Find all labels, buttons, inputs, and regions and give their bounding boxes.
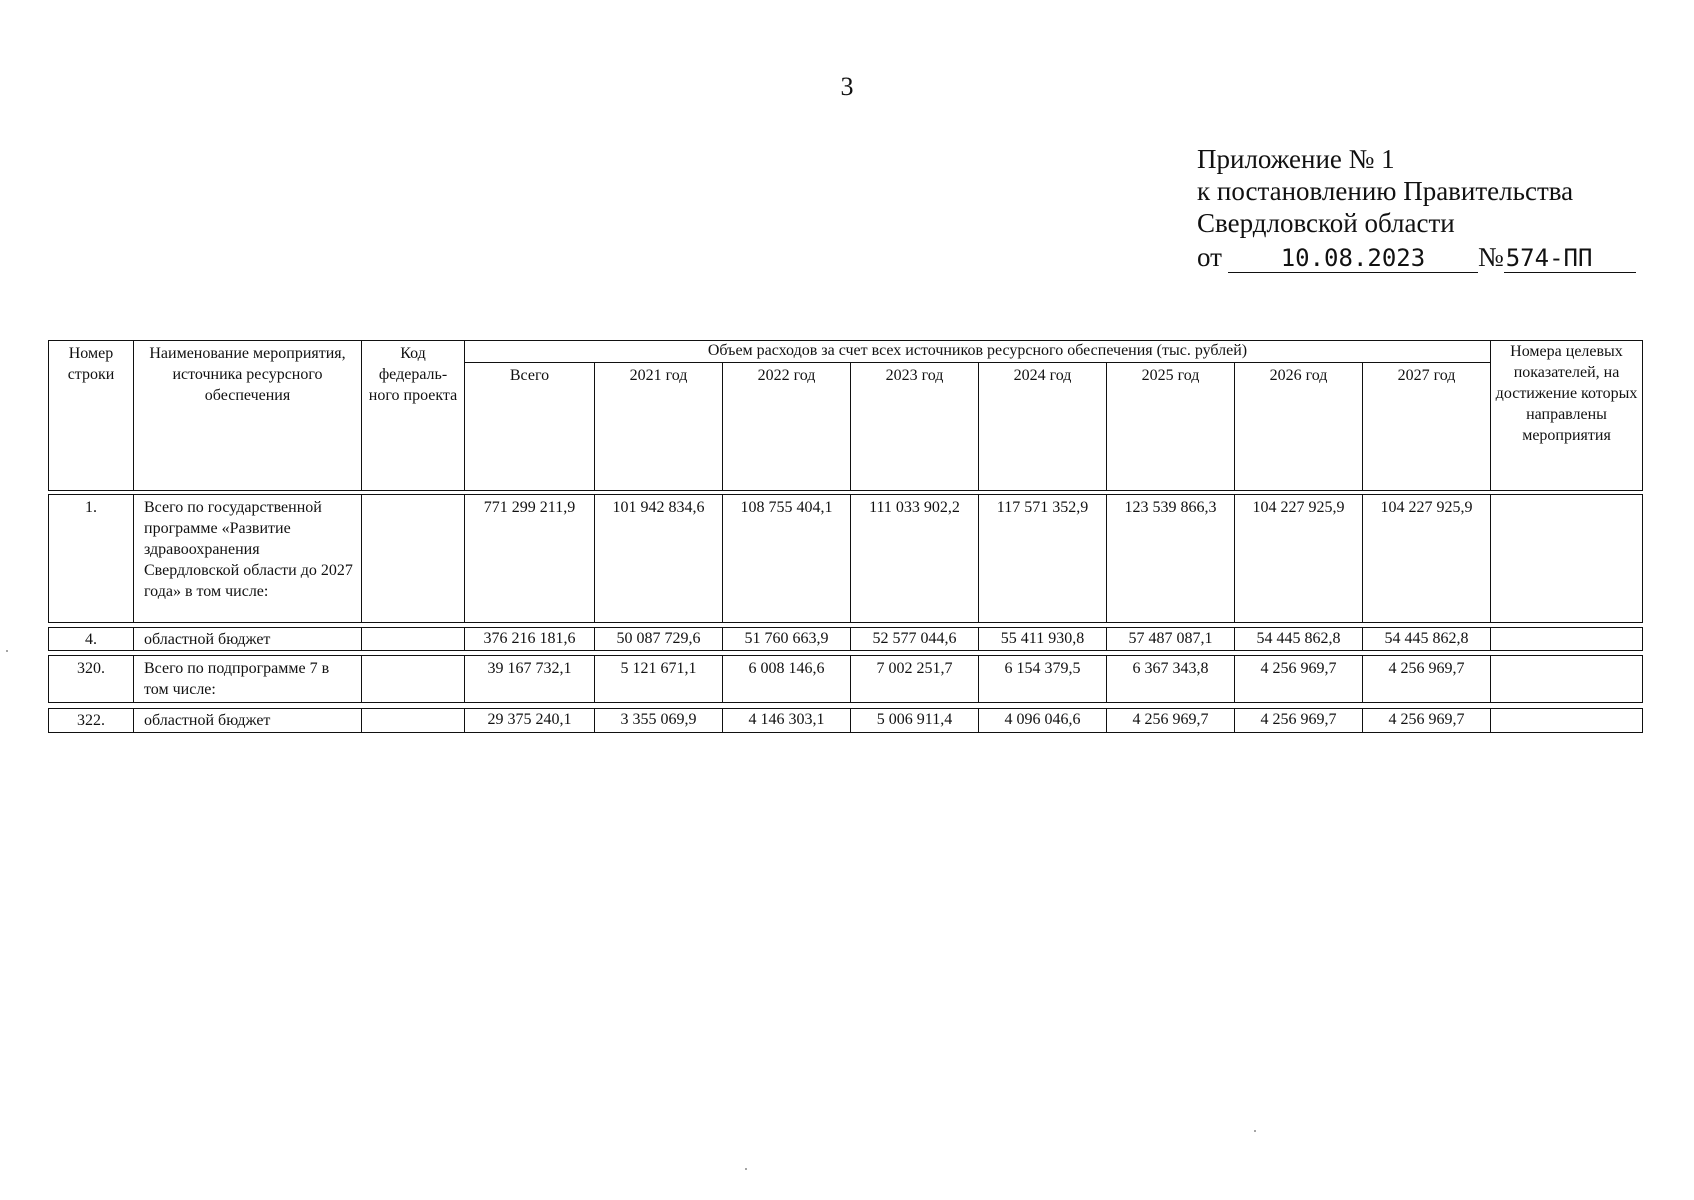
annex-number-label: № — [1477, 242, 1504, 272]
table-row — [48, 708, 1643, 733]
cell-2026: 4 256 969,7 — [1235, 656, 1363, 703]
cell-code — [362, 656, 465, 703]
cell-2021: 50 087 729,6 — [595, 628, 723, 651]
cell-2024: 55 411 930,8 — [979, 628, 1107, 651]
cell-code — [362, 628, 465, 651]
annex-region: Свердловской области — [1197, 208, 1455, 238]
cell-2024: 4 096 046,6 — [979, 709, 1107, 733]
cell-2026: 4 256 969,7 — [1235, 709, 1363, 733]
cell-name: областной бюджет — [134, 709, 362, 733]
annex-number: 574-ПП — [1504, 244, 1636, 273]
cell-2021: 5 121 671,1 — [595, 656, 723, 703]
cell-code — [362, 709, 465, 733]
cell-2022: 6 008 146,6 — [723, 656, 851, 703]
header-2025: 2025 год — [1107, 363, 1235, 491]
cell-total: 376 216 181,6 — [465, 628, 595, 651]
header-2024: 2024 год — [979, 363, 1107, 491]
header-2027: 2027 год — [1363, 363, 1491, 491]
table-row — [48, 627, 1643, 651]
cell-name: Всего по государственной программе «Развитие здравоохранения Свердловской области до 2027 года» в том числе: — [134, 495, 362, 623]
cell-2025: 4 256 969,7 — [1107, 709, 1235, 733]
cell-row-no: 4. — [49, 628, 134, 651]
cell-total: 29 375 240,1 — [465, 709, 595, 733]
cell-targets — [1491, 656, 1643, 703]
header-2021: 2021 год — [595, 363, 723, 491]
cell-2027: 4 256 969,7 — [1363, 709, 1491, 733]
cell-targets — [1491, 628, 1643, 651]
cell-2025: 123 539 866,3 — [1107, 495, 1235, 623]
header-expenses-group: Объем расходов за счет всех источников ресурсного обеспечения (тыс. рублей) — [465, 341, 1491, 363]
cell-2027: 104 227 925,9 — [1363, 495, 1491, 623]
cell-2022: 51 760 663,9 — [723, 628, 851, 651]
scan-speck — [1254, 1130, 1256, 1132]
cell-2025: 57 487 087,1 — [1107, 628, 1235, 651]
annex-from-label: от — [1197, 242, 1222, 272]
header-2026: 2026 год — [1235, 363, 1363, 491]
cell-code — [362, 495, 465, 623]
annex-date: 10.08.2023 — [1228, 244, 1478, 273]
table-row — [48, 494, 1643, 623]
header-2022: 2022 год — [723, 363, 851, 491]
cell-2021: 101 942 834,6 — [595, 495, 723, 623]
cell-2023: 7 002 251,7 — [851, 656, 979, 703]
header-2023: 2023 год — [851, 363, 979, 491]
cell-2022: 108 755 404,1 — [723, 495, 851, 623]
cell-row-no: 320. — [49, 656, 134, 703]
cell-total: 39 167 732,1 — [465, 656, 595, 703]
annex-title: Приложение № 1 — [1197, 144, 1395, 174]
cell-2027: 54 445 862,8 — [1363, 628, 1491, 651]
header-total: Всего — [465, 363, 595, 491]
header-name: Наименование мероприятия, источника ресурсного обеспечения — [134, 341, 362, 491]
cell-total: 771 299 211,9 — [465, 495, 595, 623]
header-row-no: Номер строки — [49, 341, 134, 491]
table-header — [48, 340, 1643, 491]
cell-2022: 4 146 303,1 — [723, 709, 851, 733]
annex-date-line — [1197, 239, 1637, 273]
cell-2021: 3 355 069,9 — [595, 709, 723, 733]
header-targets: Номера целевых показателей, на достижение которых направлены мероприятия — [1491, 341, 1643, 491]
cell-targets — [1491, 495, 1643, 623]
scan-speck — [6, 650, 8, 652]
cell-2023: 52 577 044,6 — [851, 628, 979, 651]
cell-targets — [1491, 709, 1643, 733]
page-number: 3 — [840, 72, 854, 101]
cell-2024: 6 154 379,5 — [979, 656, 1107, 703]
cell-2023: 5 006 911,4 — [851, 709, 979, 733]
cell-2026: 104 227 925,9 — [1235, 495, 1363, 623]
cell-row-no: 322. — [49, 709, 134, 733]
cell-2027: 4 256 969,7 — [1363, 656, 1491, 703]
cell-row-no: 1. — [49, 495, 134, 623]
header-code: Код федераль-ного проекта — [362, 341, 465, 491]
cell-name: областной бюджет — [134, 628, 362, 651]
cell-2023: 111 033 902,2 — [851, 495, 979, 623]
scan-speck — [745, 1168, 747, 1170]
cell-2024: 117 571 352,9 — [979, 495, 1107, 623]
cell-2025: 6 367 343,8 — [1107, 656, 1235, 703]
annex-block — [1197, 143, 1637, 273]
table-row — [48, 655, 1643, 703]
cell-2026: 54 445 862,8 — [1235, 628, 1363, 651]
annex-subtitle: к постановлению Правительства — [1197, 176, 1574, 206]
cell-name: Всего по подпрограмме 7 в том числе: — [134, 656, 362, 703]
